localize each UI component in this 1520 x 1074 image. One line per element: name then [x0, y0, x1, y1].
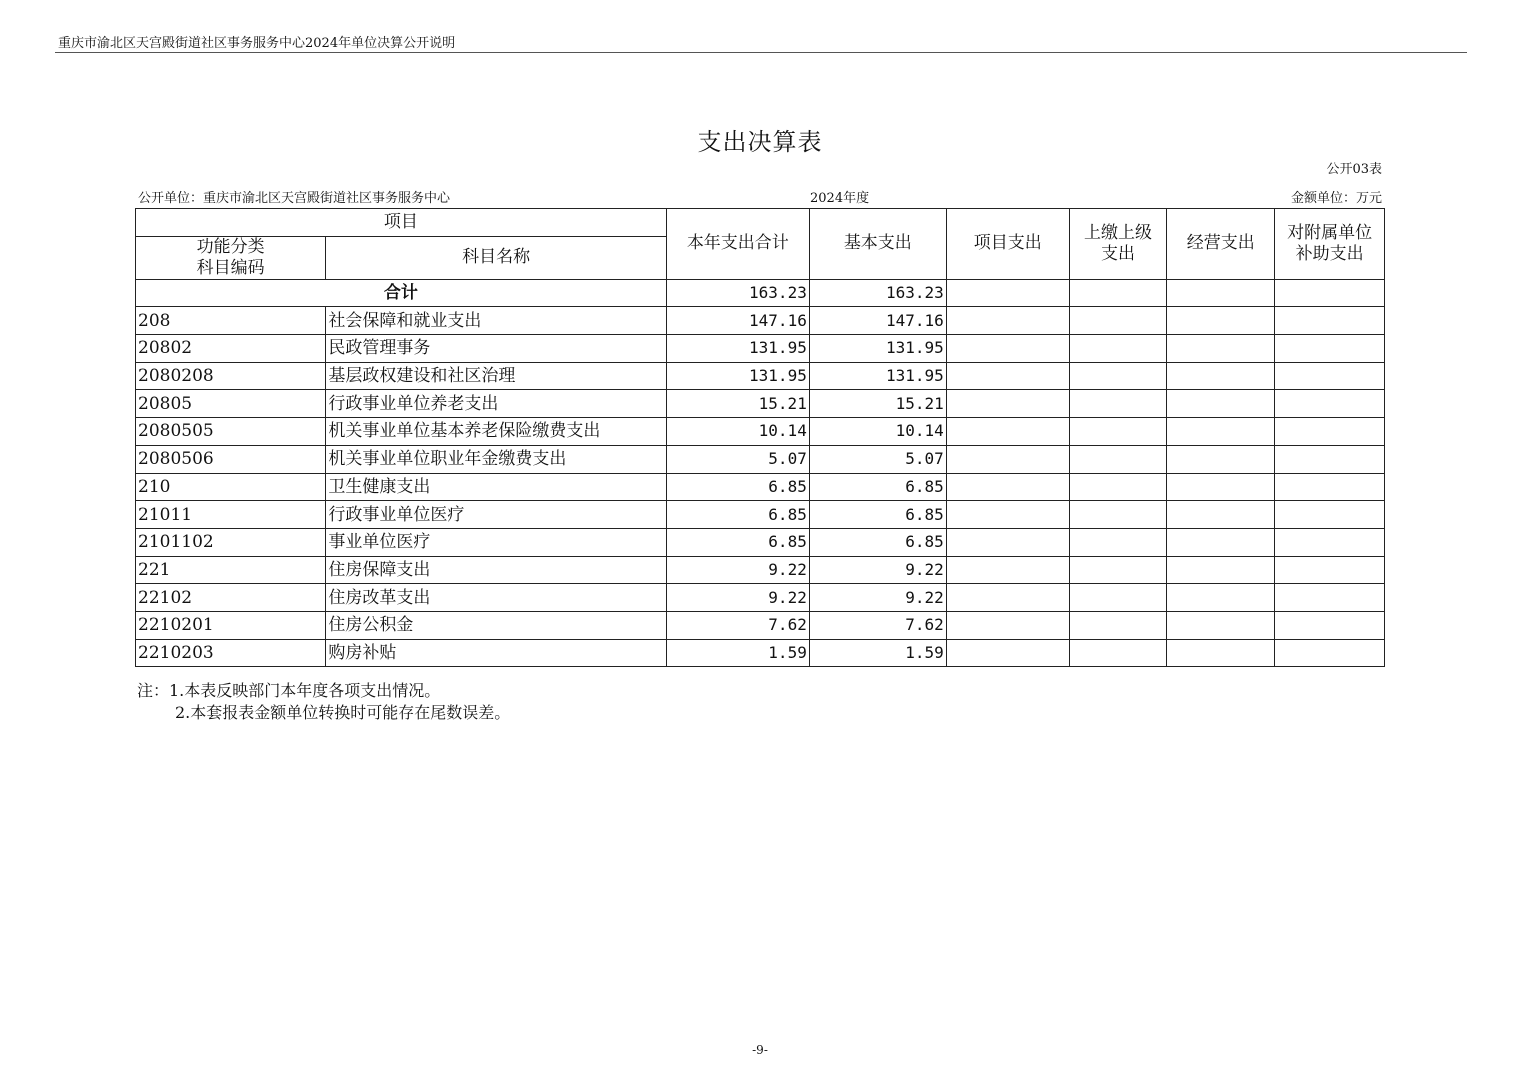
amount-total: 10.14 [666, 418, 809, 446]
header-subsidy-line2: 补助支出 [1295, 243, 1364, 264]
amount-subsidy [1275, 639, 1385, 667]
amount-basic: 6.85 [809, 501, 946, 529]
subject-name: 事业单位医疗 [326, 528, 666, 556]
amount-total: 6.85 [666, 528, 809, 556]
total-operate [1167, 279, 1275, 307]
amount-operate [1167, 418, 1275, 446]
amount-operate [1167, 445, 1275, 473]
reporting-unit: 公开单位：重庆市渝北区天宫殿街道社区事务服务中心 [138, 191, 451, 206]
amount-basic: 147.16 [809, 307, 946, 335]
amount-upper [1069, 473, 1167, 501]
amount-project [946, 307, 1069, 335]
amount-upper [1069, 528, 1167, 556]
amount-subsidy [1275, 501, 1385, 529]
amount-operate [1167, 584, 1275, 612]
amount-subsidy [1275, 307, 1385, 335]
fiscal-year: 2024年度 [810, 191, 870, 206]
amount-basic: 6.85 [809, 528, 946, 556]
header-upper-line2: 支出 [1101, 243, 1136, 264]
total-project [946, 279, 1069, 307]
table-row [136, 445, 1385, 473]
subject-code: 2080505 [136, 418, 326, 446]
table-row [136, 362, 1385, 390]
table-row [136, 584, 1385, 612]
header-basic: 基本支出 [809, 209, 946, 280]
table-row [136, 307, 1385, 335]
amount-upper [1069, 307, 1167, 335]
amount-project [946, 584, 1069, 612]
total-row [136, 279, 1385, 307]
amount-project [946, 335, 1069, 363]
amount-basic: 10.14 [809, 418, 946, 446]
subject-code: 2210203 [136, 639, 326, 667]
amount-basic: 1.59 [809, 639, 946, 667]
amount-operate [1167, 335, 1275, 363]
table-notes [137, 680, 510, 724]
header-project: 项目支出 [946, 209, 1069, 280]
form-code: 公开03表 [1326, 162, 1382, 177]
subject-name: 民政管理事务 [326, 335, 666, 363]
running-header: 重庆市渝北区天宫殿街道社区事务服务中心2024年单位决算公开说明 [58, 36, 456, 51]
total-subsidy [1275, 279, 1385, 307]
amount-operate [1167, 473, 1275, 501]
amount-subsidy [1275, 362, 1385, 390]
subject-code: 2080208 [136, 362, 326, 390]
amount-operate [1167, 611, 1275, 639]
amount-total: 7.62 [666, 611, 809, 639]
amount-total: 6.85 [666, 501, 809, 529]
amount-upper [1069, 501, 1167, 529]
amount-project [946, 473, 1069, 501]
amount-basic: 131.95 [809, 335, 946, 363]
amount-basic: 9.22 [809, 584, 946, 612]
table-row [136, 611, 1385, 639]
subject-code: 2210201 [136, 611, 326, 639]
amount-project [946, 418, 1069, 446]
table-row [136, 556, 1385, 584]
header-code-line2: 科目编码 [196, 257, 265, 278]
table-row [136, 528, 1385, 556]
amount-operate [1167, 362, 1275, 390]
header-name: 科目名称 [326, 236, 666, 279]
amount-subsidy [1275, 528, 1385, 556]
subject-name: 机关事业单位基本养老保险缴费支出 [326, 418, 666, 446]
amount-subsidy [1275, 390, 1385, 418]
note-line-1: 注：1.本表反映部门本年度各项支出情况。 [137, 681, 441, 700]
amount-project [946, 528, 1069, 556]
amount-project [946, 556, 1069, 584]
header-subsidy-line1: 对附属单位 [1287, 222, 1373, 243]
amount-upper [1069, 445, 1167, 473]
amount-total: 9.22 [666, 584, 809, 612]
header-subsidy [1275, 209, 1385, 280]
amount-project [946, 639, 1069, 667]
amount-total: 131.95 [666, 362, 809, 390]
table-row [136, 473, 1385, 501]
expenditure-table [135, 208, 1385, 667]
amount-project [946, 501, 1069, 529]
amount-operate [1167, 501, 1275, 529]
amount-total: 1.59 [666, 639, 809, 667]
amount-total: 6.85 [666, 473, 809, 501]
amount-operate [1167, 639, 1275, 667]
amount-subsidy [1275, 556, 1385, 584]
amount-total: 9.22 [666, 556, 809, 584]
subject-code: 210 [136, 473, 326, 501]
amount-total: 147.16 [666, 307, 809, 335]
amount-upper [1069, 390, 1167, 418]
subject-code: 21011 [136, 501, 326, 529]
amount-upper [1069, 362, 1167, 390]
amount-basic: 15.21 [809, 390, 946, 418]
header-item: 项目 [136, 209, 667, 237]
table-row [136, 335, 1385, 363]
amount-upper [1069, 335, 1167, 363]
amount-subsidy [1275, 418, 1385, 446]
table-row [136, 501, 1385, 529]
subject-name: 基层政权建设和社区治理 [326, 362, 666, 390]
amount-subsidy [1275, 335, 1385, 363]
amount-basic: 5.07 [809, 445, 946, 473]
header-upper-line1: 上缴上级 [1084, 222, 1153, 243]
subject-code: 20805 [136, 390, 326, 418]
subject-code: 221 [136, 556, 326, 584]
amount-upper [1069, 584, 1167, 612]
amount-project [946, 445, 1069, 473]
page-title: 支出决算表 [697, 128, 823, 156]
total-amount: 163.23 [666, 279, 809, 307]
subject-code: 2080506 [136, 445, 326, 473]
subject-name: 住房公积金 [326, 611, 666, 639]
amount-unit: 金额单位：万元 [1290, 191, 1382, 206]
amount-total: 5.07 [666, 445, 809, 473]
amount-subsidy [1275, 473, 1385, 501]
amount-project [946, 390, 1069, 418]
header-rule [55, 52, 1467, 53]
header-operate: 经营支出 [1167, 209, 1275, 280]
amount-upper [1069, 418, 1167, 446]
subject-name: 购房补贴 [326, 639, 666, 667]
note-line-2: 2.本套报表金额单位转换时可能存在尾数误差。 [175, 703, 511, 722]
subject-name: 住房保障支出 [326, 556, 666, 584]
amount-upper [1069, 556, 1167, 584]
total-label: 合计 [136, 279, 667, 307]
header-upper [1069, 209, 1167, 280]
subject-name: 行政事业单位养老支出 [326, 390, 666, 418]
amount-operate [1167, 390, 1275, 418]
subject-name: 卫生健康支出 [326, 473, 666, 501]
table-row [136, 390, 1385, 418]
amount-basic: 7.62 [809, 611, 946, 639]
amount-subsidy [1275, 611, 1385, 639]
subject-code: 20802 [136, 335, 326, 363]
subject-name: 机关事业单位职业年金缴费支出 [326, 445, 666, 473]
subject-code: 2101102 [136, 528, 326, 556]
amount-total: 15.21 [666, 390, 809, 418]
total-basic: 163.23 [809, 279, 946, 307]
amount-project [946, 362, 1069, 390]
amount-operate [1167, 528, 1275, 556]
amount-operate [1167, 307, 1275, 335]
amount-subsidy [1275, 445, 1385, 473]
amount-operate [1167, 556, 1275, 584]
amount-basic: 6.85 [809, 473, 946, 501]
table-row [136, 418, 1385, 446]
amount-project [946, 611, 1069, 639]
header-total: 本年支出合计 [666, 209, 809, 280]
amount-upper [1069, 611, 1167, 639]
total-upper [1069, 279, 1167, 307]
amount-basic: 131.95 [809, 362, 946, 390]
subject-code: 208 [136, 307, 326, 335]
subject-name: 行政事业单位医疗 [326, 501, 666, 529]
amount-total: 131.95 [666, 335, 809, 363]
subject-name: 社会保障和就业支出 [326, 307, 666, 335]
header-code [136, 236, 326, 279]
subject-name: 住房改革支出 [326, 584, 666, 612]
table-row [136, 639, 1385, 667]
header-row-1 [136, 209, 1385, 237]
amount-subsidy [1275, 584, 1385, 612]
header-code-line1: 功能分类 [196, 236, 265, 257]
page-number: -9- [752, 1043, 768, 1057]
amount-basic: 9.22 [809, 556, 946, 584]
amount-upper [1069, 639, 1167, 667]
subject-code: 22102 [136, 584, 326, 612]
